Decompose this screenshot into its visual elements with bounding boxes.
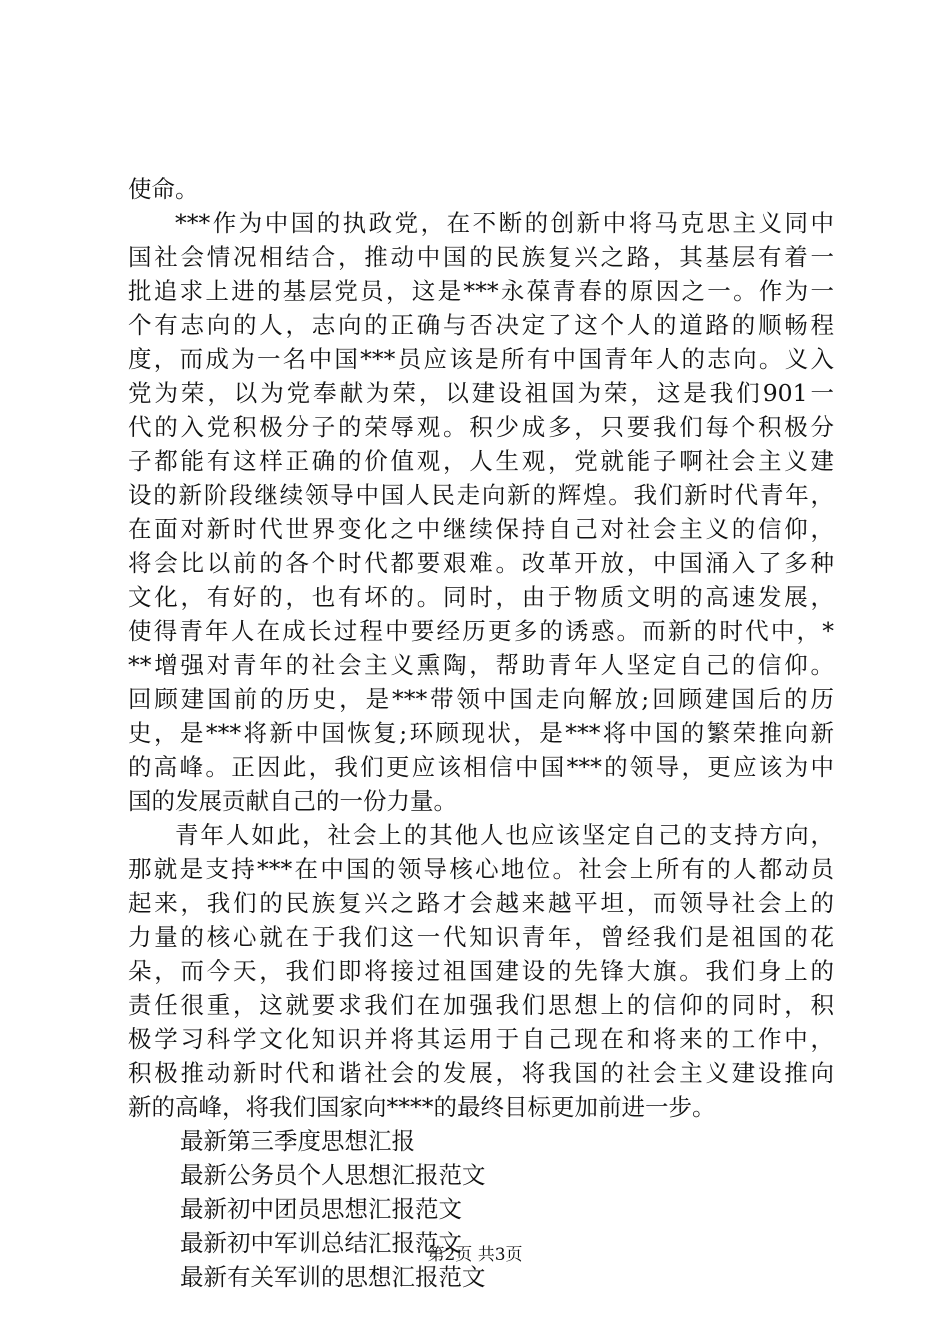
text-line: 将会比以前的各个时代都要艰难。改革开放，中国涌入了多种 [128,549,834,577]
text-line: **增强对青年的社会主义熏陶，帮助青年人坚定自己的信仰。 [128,651,834,679]
text-line: 批追求上进的基层党员，这是***永葆青春的原因之一。作为一 [128,277,834,305]
text-line: 国社会情况相结合，推动中国的民族复兴之路，其基层有着一 [128,243,834,271]
text-line: 设的新阶段继续领导中国人民走向新的辉煌。我们新时代青年， [128,481,834,509]
paragraph-2 [128,818,834,1124]
related-link[interactable]: 最新初中军训总结汇报范文 [180,1229,462,1257]
text-line: 新的高峰，将我们国家向****的最终目标更加前进一步。 [128,1093,716,1121]
text-line: 起来，我们的民族复兴之路才会越来越平坦，而领导社会上的 [128,889,834,917]
text-line: 子都能有这样正确的价值观，人生观，党就能子啊社会主义建 [128,447,834,475]
text-line: 的高峰。正因此，我们更应该相信中国***的领导，更应该为中 [128,753,834,781]
text-line: 回顾建国前的历史，是***带领中国走向解放;回顾建国后的历 [128,685,834,713]
text-line: 国的发展贡献自己的一份力量。 [128,787,457,815]
related-link[interactable]: 最新第三季度思想汇报 [180,1127,415,1155]
related-links [128,1124,834,1294]
text-line: 那就是支持***在中国的领导核心地位。社会上所有的人都动员 [128,855,834,883]
text-line: 朵，而今天，我们即将接过祖国建设的先锋大旗。我们身上的 [128,957,834,985]
text-line: 极学习科学文化知识并将其运用于自己现在和将来的工作中， [128,1025,834,1053]
related-link[interactable]: 最新有关军训的思想汇报范文 [180,1263,486,1291]
text-line: 史，是***将新中国恢复;环顾现状，是***将中国的繁荣推向新 [128,719,834,747]
text-line: 个有志向的人，志向的正确与否决定了这个人的道路的顺畅程 [128,311,834,339]
text-line: 使得青年人在成长过程中要经历更多的诱惑。而新的时代中，* [128,617,834,645]
text-line: 度，而成为一名中国***员应该是所有中国青年人的志向。义入 [128,345,834,373]
text-line: 积极推动新时代和谐社会的发展，将我国的社会主义建设推向 [128,1059,834,1087]
text-line: 在面对新时代世界变化之中继续保持自己对社会主义的信仰， [128,515,834,543]
paragraph-1 [128,206,834,818]
opening-line: 使命。 [128,175,199,203]
text-line: 青年人如此，社会上的其他人也应该坚定自己的支持方向， [175,821,834,849]
text-line: 党为荣，以为党奉献为荣，以建设祖国为荣，这是我们901一 [128,379,834,407]
text-line: 责任很重，这就要求我们在加强我们思想上的信仰的同时，积 [128,991,834,1019]
document-body [128,172,834,1294]
text-line: 力量的核心就在于我们这一代知识青年，曾经我们是祖国的花 [128,923,834,951]
text-line: 代的入党积极分子的荣辱观。积少成多，只要我们每个积极分 [128,413,834,441]
related-link[interactable]: 最新公务员个人思想汇报范文 [180,1161,486,1189]
related-link[interactable]: 最新初中团员思想汇报范文 [180,1195,462,1223]
text-line: ***作为中国的执政党，在不断的创新中将马克思主义同中 [175,209,834,237]
page-footer: 第2页 共3页 [427,1245,523,1265]
text-line: 文化，有好的，也有坏的。同时，由于物质文明的高速发展， [128,583,834,611]
